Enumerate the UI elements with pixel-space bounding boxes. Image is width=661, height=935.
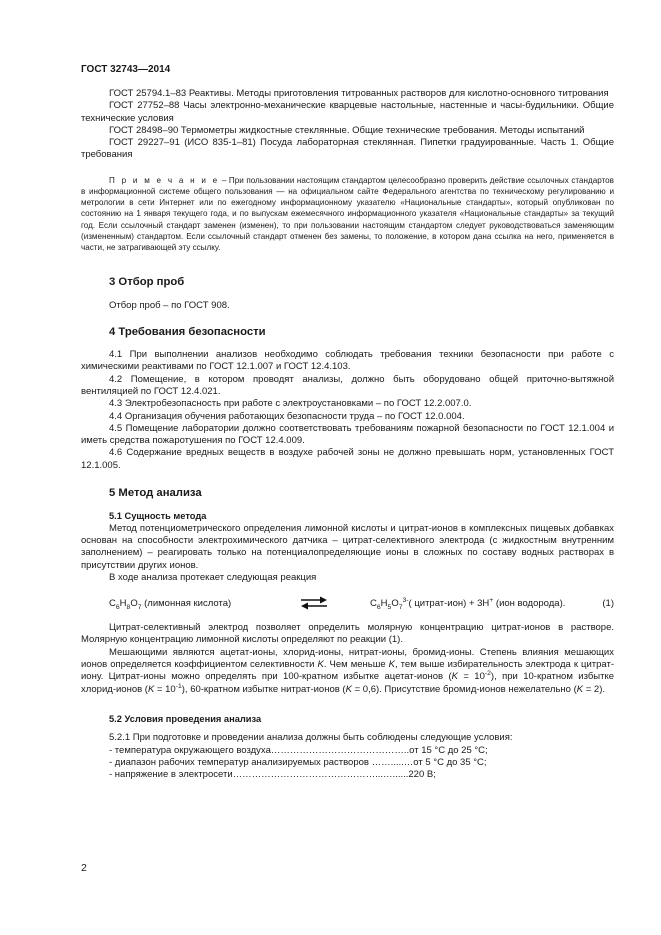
condition-item: - диапазон рабочих температур анализируемых растворов …….....…от 5 °С до 35 °С;	[109, 756, 487, 768]
safety-item: 4.6 Содержание вредных веществ в воздухе рабочей зоны не должно превышать норм, установленных ГОСТ 12.1.005.	[81, 447, 614, 471]
method-paragraph: Метод потенциометрического определения лимонной кислоты и цитрат-ионов в комплексных пищевых добавках основан на способности электрохимического датчика – цитрат-селективного электрода (с жидкостным внутренним заполнением) – реагировать только на потенциалопределяющие ионы в сложных по составу водных растворах в присутствии других ионов.	[81, 522, 614, 571]
electrode-paragraph: Цитрат-селективный электрод позволяет определить молярную концентрацию цитрат-ионов в растворе. Молярную концентрацию лимонной кислоты определяют по реакции (1).	[81, 622, 614, 646]
safety-item: 4.1 При выполнении анализов необходимо соблюдать требования техники безопасности при работе с химическими реактивами по ГОСТ 12.1.007 и ГОСТ 12.4.103.	[81, 349, 614, 373]
safety-item: 4.3 Электробезопасность при работе с электроустановками – по ГОСТ 12.2.007.0.	[109, 398, 472, 410]
equation-number: (1)	[602, 598, 614, 610]
section-4-title: 4 Требования безопасности	[109, 325, 266, 338]
page-number: 2	[81, 862, 87, 874]
equation-left: $C_6H_8O_7$ (лимонная кислота)	[109, 598, 232, 612]
condition-item: - температура окружающего воздуха……………………………………..от 15 °С до 25 °С;	[109, 744, 488, 756]
interference-paragraph: Мешающими являются ацетат-ионы, хлорид-ионы, нитрат-ионы, бромид-ионы. Степень влияния мешающих ионов определяется коэффициентом селективности K. Чем меньше K, тем выше избирательность электрода к цитрат-иону. Цитрат-ионы можно определять при 100-кратном избытке ацетат-ионов $(K = 10^{-2})$, при 10-кратном избытке хлорид-ионов $(K = 10^{-1})$, 60-кратном избытке нитрат-ионов (K = 0,6). Присутствие бромид-ионов нежелательно (K = 2).	[81, 646, 615, 695]
section-3-title: 3 Отбор проб	[109, 276, 185, 289]
reference-item: ГОСТ 29227–91 (ИСО 835-1–81) Посуда лабораторная стеклянная. Пипетки градуированные. Часть 1. Общие требования	[81, 137, 614, 161]
document-header: ГОСТ 32743—2014	[81, 64, 171, 75]
note-text: – При пользовании настоящим стандартом целесообразно проверить действие ссылочных стандартов в информационной системе общего пользования — на официальном сайте Федерального агентства по техническому регулированию и метрологии в сети Интернет или по ежегодному информационному указателю «Национальные стандарты», который опубликован по состоянию на 1 января текущего года, и по выпускам ежемесячного информационного указателя «Национальные стандарты» за текущий год. Если ссылочный стандарт заменен (изменен), то при пользовании настоящим стандартом следует руководствоваться заменяющим (измененным) стандартом. Если ссылочный стандарт отменен без замены, то положение, в котором дана ссылка на него, применяется в части, не затрагивающей эту ссылку.	[81, 175, 614, 252]
section-3-text: Отбор проб – по ГОСТ 908.	[109, 299, 230, 311]
subsection-5-2-title: 5.2 Условия проведения анализа	[109, 713, 262, 724]
equation-left-label: (лимонная кислота)	[141, 598, 232, 610]
conditions-intro: 5.2.1 При подготовке и проведении анализа должны быть соблюдены следующие условия:	[109, 732, 513, 744]
reaction-intro: В ходе анализа протекает следующая реакция	[109, 571, 317, 583]
note-paragraph	[81, 175, 614, 253]
safety-item: 4.5 Помещение лаборатории должно соответствовать требованиям пожарной безопасности по ГОСТ 12.1.004 и иметь средства пожаротушения по ГОСТ 12.4.009.	[81, 422, 614, 447]
reference-item: ГОСТ 25794.1–83 Реактивы. Методы приготовления титрованных растворов для кислотно-основного титрования	[109, 88, 609, 99]
reaction-equation	[81, 594, 614, 614]
reference-item: ГОСТ 27752–88 Часы электронно-механические кварцевые настольные, настенные и часы-будильники. Общие технические условия	[81, 100, 614, 124]
equation-right-tail: (ион водорода).	[493, 598, 566, 610]
equation-right-label: ( цитрат-ион) + 3H	[408, 598, 490, 610]
safety-item: 4.4 Организация обучения работающих безопасности труда – по ГОСТ 12.0.004.	[109, 410, 465, 422]
document-body	[81, 88, 614, 781]
section-5-title: 5 Метод анализа	[109, 487, 202, 500]
reference-item: ГОСТ 28498–90 Термометры жидкостные стеклянные. Общие технические требования. Методы испытаний	[109, 124, 585, 136]
equation-right: $C_6H_5O_7^{3-}$( цитрат-ион) + 3H+ (ион водорода).	[370, 596, 566, 612]
safety-item: 4.2 Помещение, в котором проводят анализы, должно быть оборудовано общей приточно-вытяжной вентиляцией по ГОСТ 12.4.021.	[81, 373, 614, 397]
subsection-5-1-title: 5.1 Сущность метода	[109, 511, 207, 522]
equilibrium-arrows-icon	[299, 594, 329, 612]
condition-item: - напряжение в электросети………………………………………...…......220 В;	[109, 769, 436, 781]
note-label: П р и м е ч а н и е	[109, 175, 220, 185]
